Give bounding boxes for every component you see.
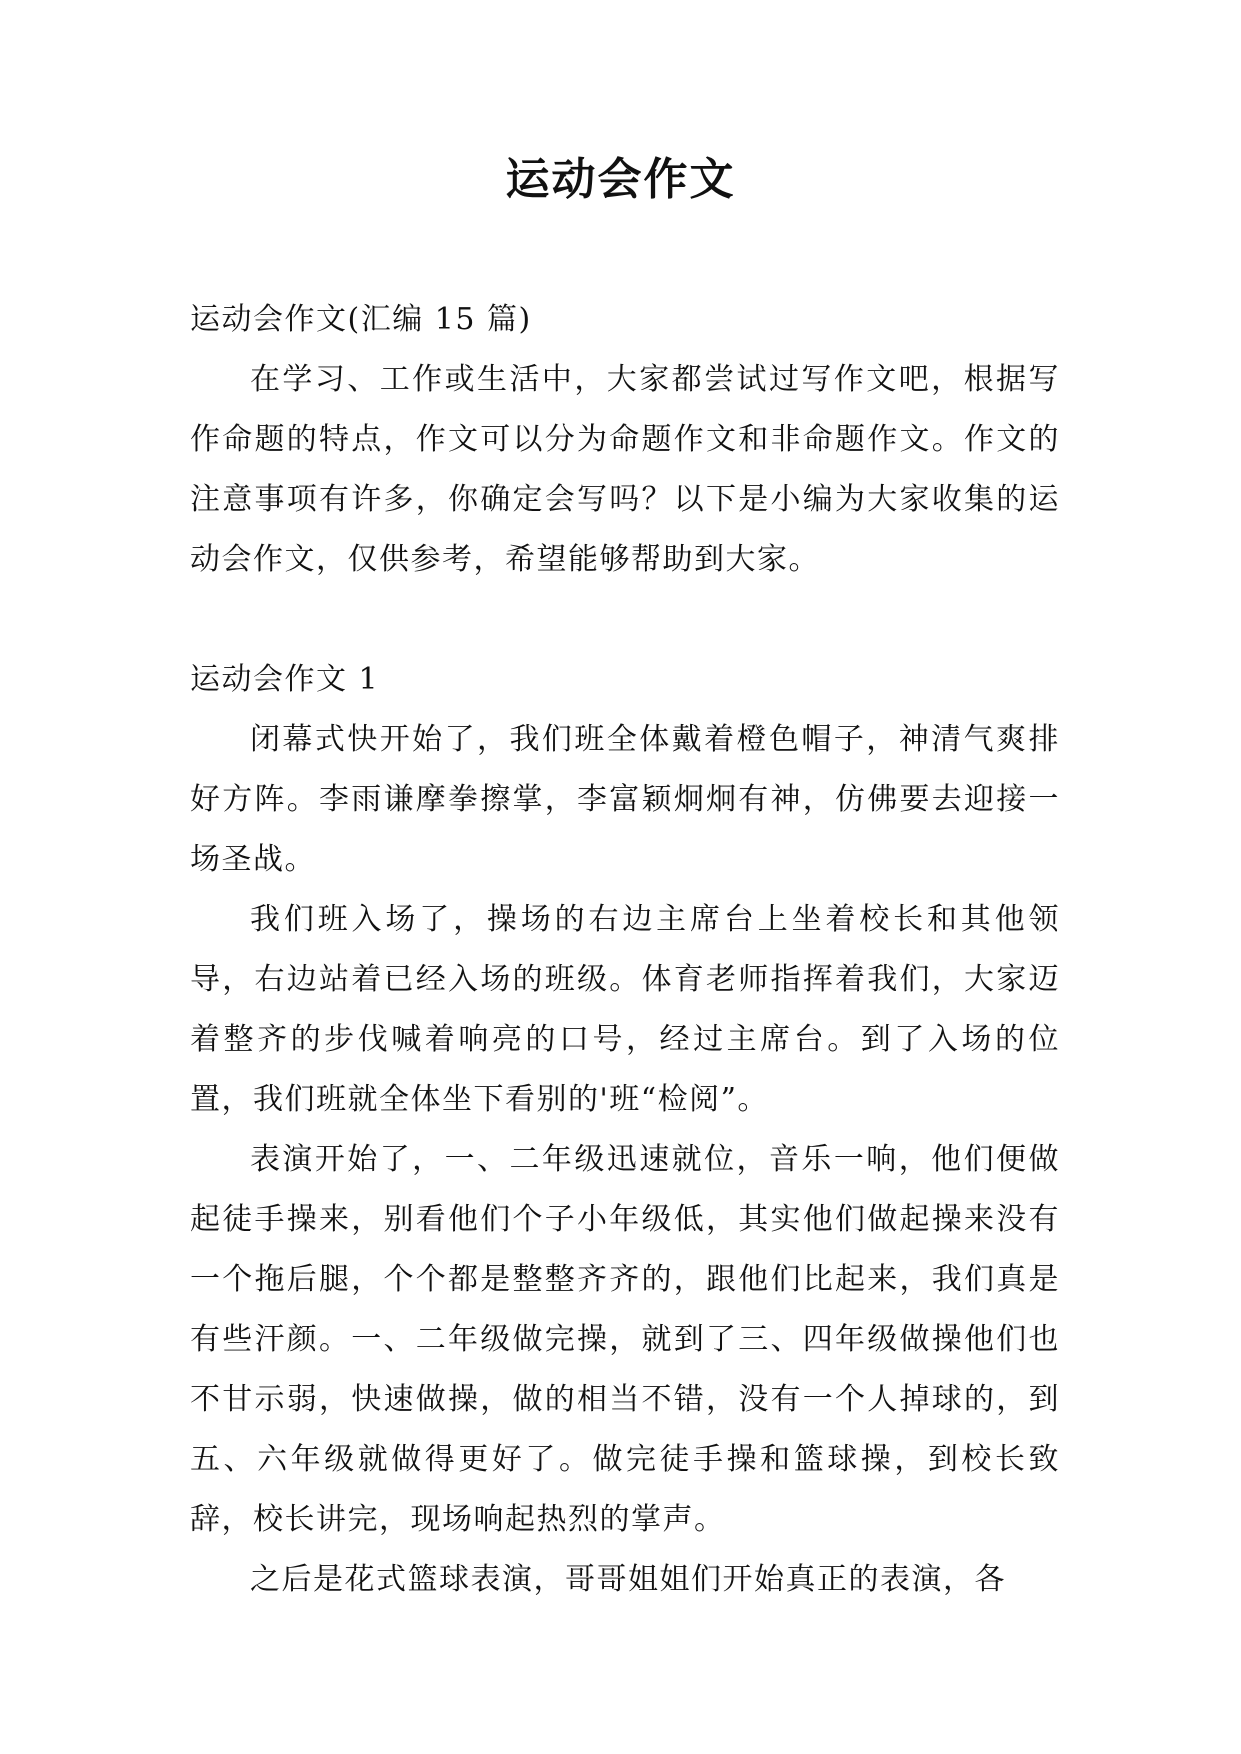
body-paragraph: 闭幕式快开始了，我们班全体戴着橙色帽子，神清气爽排好方阵。李雨谦摩拳擦掌，李富颖炯炯有神，仿佛要去迎接一场圣战。 <box>190 722 1060 877</box>
document-body <box>190 290 1060 1610</box>
document-title: 运动会作文 <box>505 154 736 205</box>
body-paragraph: 之后是花式篮球表演，哥哥姐姐们开始真正的表演，各 <box>250 1562 1006 1597</box>
section-spacer <box>190 590 1060 650</box>
intro-paragraph: 在学习、工作或生活中，大家都尝试过写作文吧，根据写作命题的特点，作文可以分为命题作文和非命题作文。作文的注意事项有许多，你确定会写吗？以下是小编为大家收集的运动会作文，仅供参考，希望能够帮助到大家。 <box>190 362 1060 577</box>
collection-subtitle: 运动会作文(汇编 15 篇) <box>190 302 532 337</box>
section-heading: 运动会作文 1 <box>190 662 380 697</box>
body-paragraph: 我们班入场了，操场的右边主席台上坐着校长和其他领导，右边站着已经入场的班级。体育老师指挥着我们，大家迈着整齐的步伐喊着响亮的口号，经过主席台。到了入场的位置，我们班就全体坐下看别的'班“检阅”。 <box>190 902 1060 1117</box>
body-paragraph: 表演开始了，一、二年级迅速就位，音乐一响，他们便做起徒手操来，别看他们个子小年级低，其实他们做起操来没有一个拖后腿，个个都是整整齐齐的，跟他们比起来，我们真是有些汗颜。一、二年级做完操，就到了三、四年级做操他们也不甘示弱，快速做操，做的相当不错，没有一个人掉球的，到五、六年级就做得更好了。做完徒手操和篮球操，到校长致辞，校长讲完，现场响起热烈的掌声。 <box>190 1142 1060 1537</box>
